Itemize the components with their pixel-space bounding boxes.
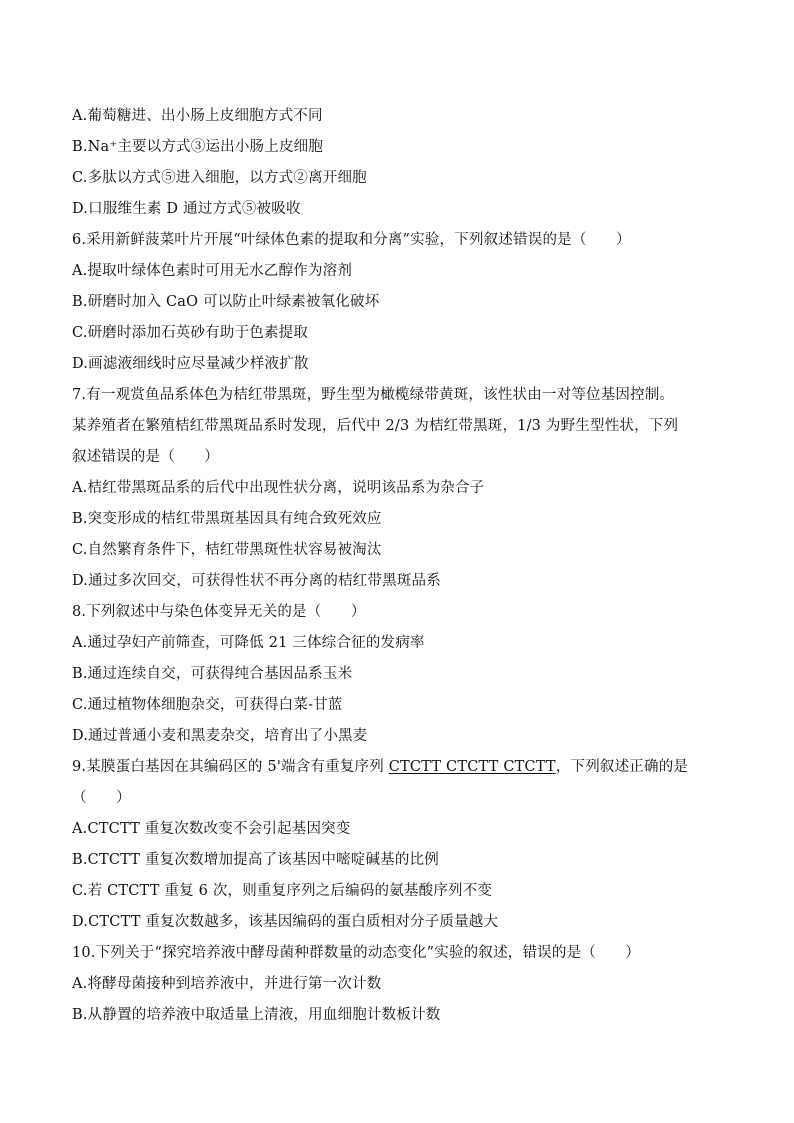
option-line: A.将酵母菌接种到培养液中，并进行第一次计数 <box>72 976 382 992</box>
question-line: 某养殖者在繁殖桔红带黑斑品系时发现，后代中 2/3 为桔红带黑斑，1/3 为野生型性状，下列 <box>72 418 679 434</box>
option-line: B.通过连续自交，可获得纯合基因品系玉米 <box>72 666 353 682</box>
option-line: D.通过多次回交，可获得性状不再分离的桔红带黑斑品系 <box>72 573 441 589</box>
option-line: B.突变形成的桔红带黑斑基因具有纯合致死效应 <box>72 511 382 527</box>
option-line: A.提取叶绿体色素时可用无水乙醇作为溶剂 <box>72 263 353 279</box>
option-line: C.多肽以方式⑤进入细胞，以方式②离开细胞 <box>72 170 367 186</box>
option-line: A.通过孕妇产前筛查，可降低 21 三体综合征的发病率 <box>72 635 425 651</box>
option-line: C.若 CTCTT 重复 6 次，则重复序列之后编码的氨基酸序列不变 <box>72 883 493 899</box>
repeat-sequence: CTCTT CTCTT CTCTT <box>388 759 556 775</box>
option-line: C.自然繁育条件下，桔红带黑斑性状容易被淘汰 <box>72 542 382 558</box>
question-line <box>72 752 732 783</box>
question-line: 10.下列关于“探究培养液中酵母菌种群数量的动态变化”实验的叙述，错误的是（ ） <box>72 945 641 961</box>
option-line: B.Na⁺主要以方式③运出小肠上皮细胞 <box>72 139 324 155</box>
question-line: （ ） <box>72 790 131 806</box>
option-line: A.CTCTT 重复次数改变不会引起基因突变 <box>72 821 351 837</box>
option-line: D.通过普通小麦和黑麦杂交，培育出了小黑麦 <box>72 728 368 744</box>
option-line: C.通过植物体细胞杂交，可获得白菜-甘蓝 <box>72 697 343 713</box>
option-line: A.桔红带黑斑品系的后代中出现性状分离，说明该品系为杂合子 <box>72 480 485 496</box>
option-line: D.CTCTT 重复次数越多，该基因编码的蛋白质相对分子质量越大 <box>72 914 499 930</box>
option-line: D.画滤液细线时应尽量减少样液扩散 <box>72 356 309 372</box>
option-line: B.从静置的培养液中取适量上清液，用血细胞计数板计数 <box>72 1007 441 1023</box>
option-line: B.研磨时加入 CaO 可以防止叶绿素被氧化破坏 <box>72 294 380 310</box>
question-line: 7.有一观赏鱼品系体色为桔红带黑斑，野生型为橄榄绿带黄斑，该性状由一对等位基因控制。 <box>72 387 675 403</box>
question-line: 6.采用新鲜菠菜叶片开展“叶绿体色素的提取和分离”实验，下列叙述错误的是（ ） <box>72 232 631 248</box>
option-line: A.葡萄糖进、出小肠上皮细胞方式不同 <box>72 108 323 124</box>
question-line: 叙述错误的是（ ） <box>72 449 219 465</box>
exam-content <box>72 101 732 1031</box>
question-text: 9.某膜蛋白基因在其编码区的 5'端含有重复序列 <box>72 759 389 775</box>
option-line: B.CTCTT 重复次数增加提高了该基因中嘧啶碱基的比例 <box>72 852 439 868</box>
question-text: ，下列叙述正确的是 <box>555 759 689 775</box>
question-line: 8.下列叙述中与染色体变异无关的是（ ） <box>72 604 366 620</box>
option-line: C.研磨时添加石英砂有助于色素提取 <box>72 325 309 341</box>
option-line: D.口服维生素 D 通过方式⑤被吸收 <box>72 201 301 217</box>
